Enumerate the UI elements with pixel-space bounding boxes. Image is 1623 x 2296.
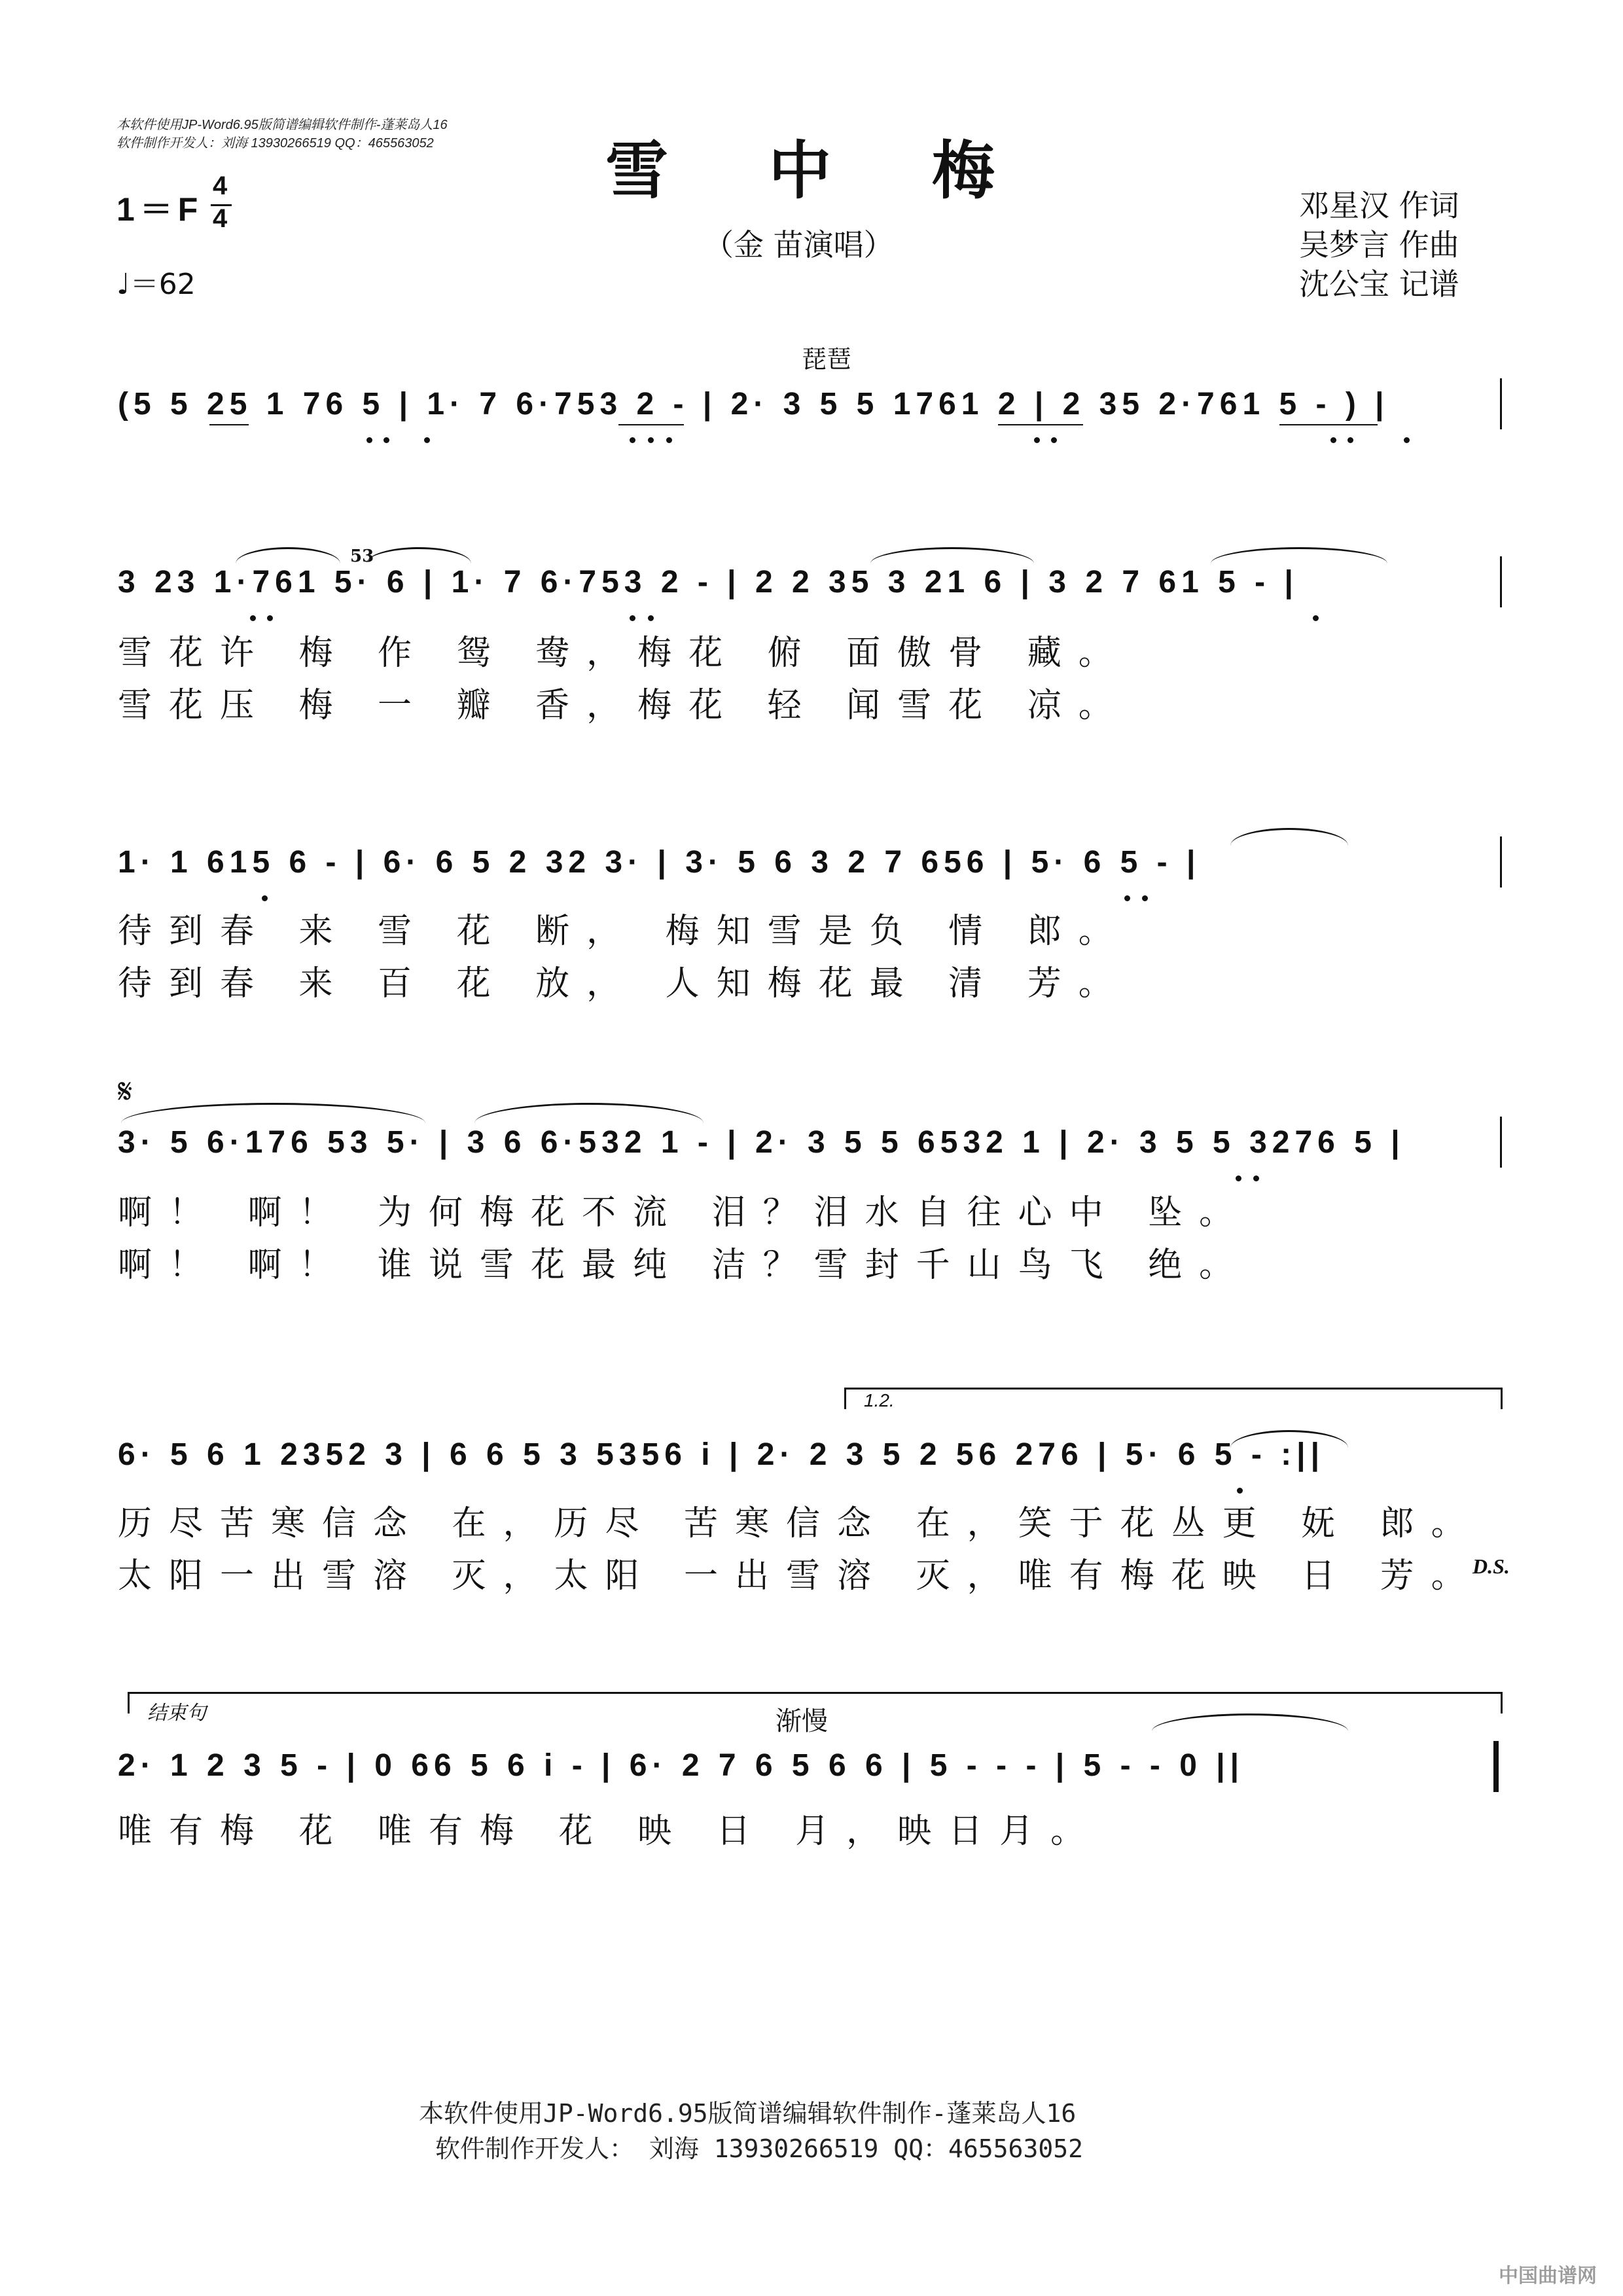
score-row-6: 2· 1 2 3 5 - | 0 66 5 6 i - | 6· 2 7 6 5 6 6 | 5 - - - | 5 - - 0 || [118,1748,1245,1783]
low-octave-dot [1034,437,1040,443]
underline [618,424,684,425]
software-note-line-2: 软件制作开发人：刘海 13930266519 QQ：465563052 [116,136,434,151]
coda-label: 结束句 [147,1702,206,1725]
lyrics-row-4-verse-1: 啊！ 啊！ 为何梅花不流 泪？泪水自往心中 坠。 [118,1193,1251,1232]
low-octave-dot [648,615,654,621]
barline-end [1500,556,1502,607]
lyrics-row-6: 唯有梅 花 唯有梅 花 映 日 月，映日月。 [118,1812,1102,1851]
low-octave-dot [424,437,430,443]
lyrics-row-3-verse-2: 待到春 来 百 花 放， 人知梅花最 清 芳。 [118,964,1130,1003]
tempo-marking: ♩＝62 [116,268,196,301]
slur [121,1103,425,1123]
score-row-4: 3· 5 6·176 53 5· | 3 6 6·532 1 - | 2· 3 5 5 6532 1 | 2· 3 5 5 3276 5 | [118,1125,1405,1160]
low-octave-dot [1347,437,1353,443]
slur [474,1103,704,1123]
low-octave-dot [267,615,273,621]
credit-transcriber: 沈公宝 记谱 [1299,266,1459,302]
lyrics-row-2-verse-2: 雪花压 梅 一 瓣 香，梅花 轻 闻雪花 凉。 [118,686,1130,725]
final-barline [1493,1741,1499,1792]
segno-sign: 𝄋 [118,1072,133,1111]
low-octave-dot [1236,1175,1241,1181]
footer-line-2: 软件制作开发人： 刘海 13930266519 QQ：465563052 [435,2134,1083,2163]
low-octave-dot [1404,437,1410,443]
watermark-logo: 中国曲谱网 [1499,2265,1597,2287]
tie [1152,1713,1348,1731]
low-octave-dot [630,437,635,443]
slur [870,547,1034,564]
low-octave-dot [383,437,389,443]
lyrics-row-5-verse-1: 历尽苦寒信念 在，历尽 苦寒信念 在，笑于花丛更 妩 郎。 [118,1504,1482,1543]
time-signature-bottom: 4 [213,204,228,233]
low-octave-dot [1051,437,1057,443]
lyrics-row-2-verse-1: 雪花许 梅 作 鸳 鸯，梅花 俯 面傲骨 藏。 [118,634,1130,673]
low-octave-dot [1237,1488,1243,1494]
low-octave-dot [666,437,672,443]
lyrics-row-3-verse-1: 待到春 来 雪 花 断， 梅知雪是负 情 郎。 [118,912,1130,951]
underline [1279,424,1378,425]
time-signature-top: 4 [213,171,228,200]
score-row-3: 1· 1 615 6 - | 6· 6 5 2 32 3· | 3· 5 6 3 2 7 656 | 5· 6 5 - | [118,845,1201,880]
instrument-mark: 琵琶 [802,345,852,374]
low-octave-dot [1124,895,1130,901]
low-octave-dot [630,615,635,621]
lyrics-row-5-verse-2: 太阳一出雪溶 灭，太阳 一出雪溶 灭，唯有梅花映 日 芳。 [118,1556,1482,1596]
barline-end [1500,378,1502,429]
software-note-line-1: 本软件使用JP-Word6.95版简谱编辑软件制作-蓬莱岛人16 [116,118,448,132]
low-octave-dot [1313,615,1319,621]
low-octave-dot [366,437,372,443]
performer-note: （金 苗演唱） [704,227,894,262]
low-octave-dot [262,895,268,901]
barline-end [1500,836,1502,888]
ritardando-mark: 渐慢 [776,1706,828,1736]
slur [236,547,340,564]
barline-end [1500,1117,1502,1168]
slur [1211,547,1387,564]
low-octave-dot [1253,1175,1259,1181]
volta-bracket [844,1388,1503,1409]
slur [366,547,471,564]
underline [209,424,249,425]
lyrics-row-4-verse-2: 啊！ 啊！ 谁说雪花最纯 洁？雪封千山鸟飞 绝。 [118,1246,1251,1285]
credit-lyricist: 邓星汉 作词 [1299,188,1459,223]
low-octave-dot [1330,437,1336,443]
credit-composer: 吴梦言 作曲 [1299,227,1459,262]
low-octave-dot [648,437,654,443]
slur [1230,828,1348,846]
grace-note: 53 [350,547,374,566]
footer-line-1: 本软件使用JP-Word6.95版简谱编辑软件制作-蓬莱岛人16 [419,2099,1077,2128]
low-octave-dot [1142,895,1148,901]
score-row-2: 3 23 1·761 5· 6 | 1· 7 6·753 2 - | 2 2 35 3 21 6 | 3 2 7 61 5 - | [118,565,1298,600]
score-row-5: 6· 5 6 1 2352 3 | 6 6 5 3 5356 i | 2· 2 3 5 2 56 276 | 5· 6 5 - :|| [118,1437,1325,1472]
key-signature: 1＝F [116,191,204,228]
score-row-1: (5 5 25 1 76 5 | 1· 7 6·753 2 - | 2· 3 5 5 1761 2 | 2 35 2·761 5 - ) | [118,387,1389,422]
page-title: 雪 中 梅 [605,134,1034,207]
underline [998,424,1083,425]
low-octave-dot [250,615,256,621]
dal-segno-mark: D.S. [1472,1554,1510,1578]
volta-label: 1.2. [864,1390,895,1410]
